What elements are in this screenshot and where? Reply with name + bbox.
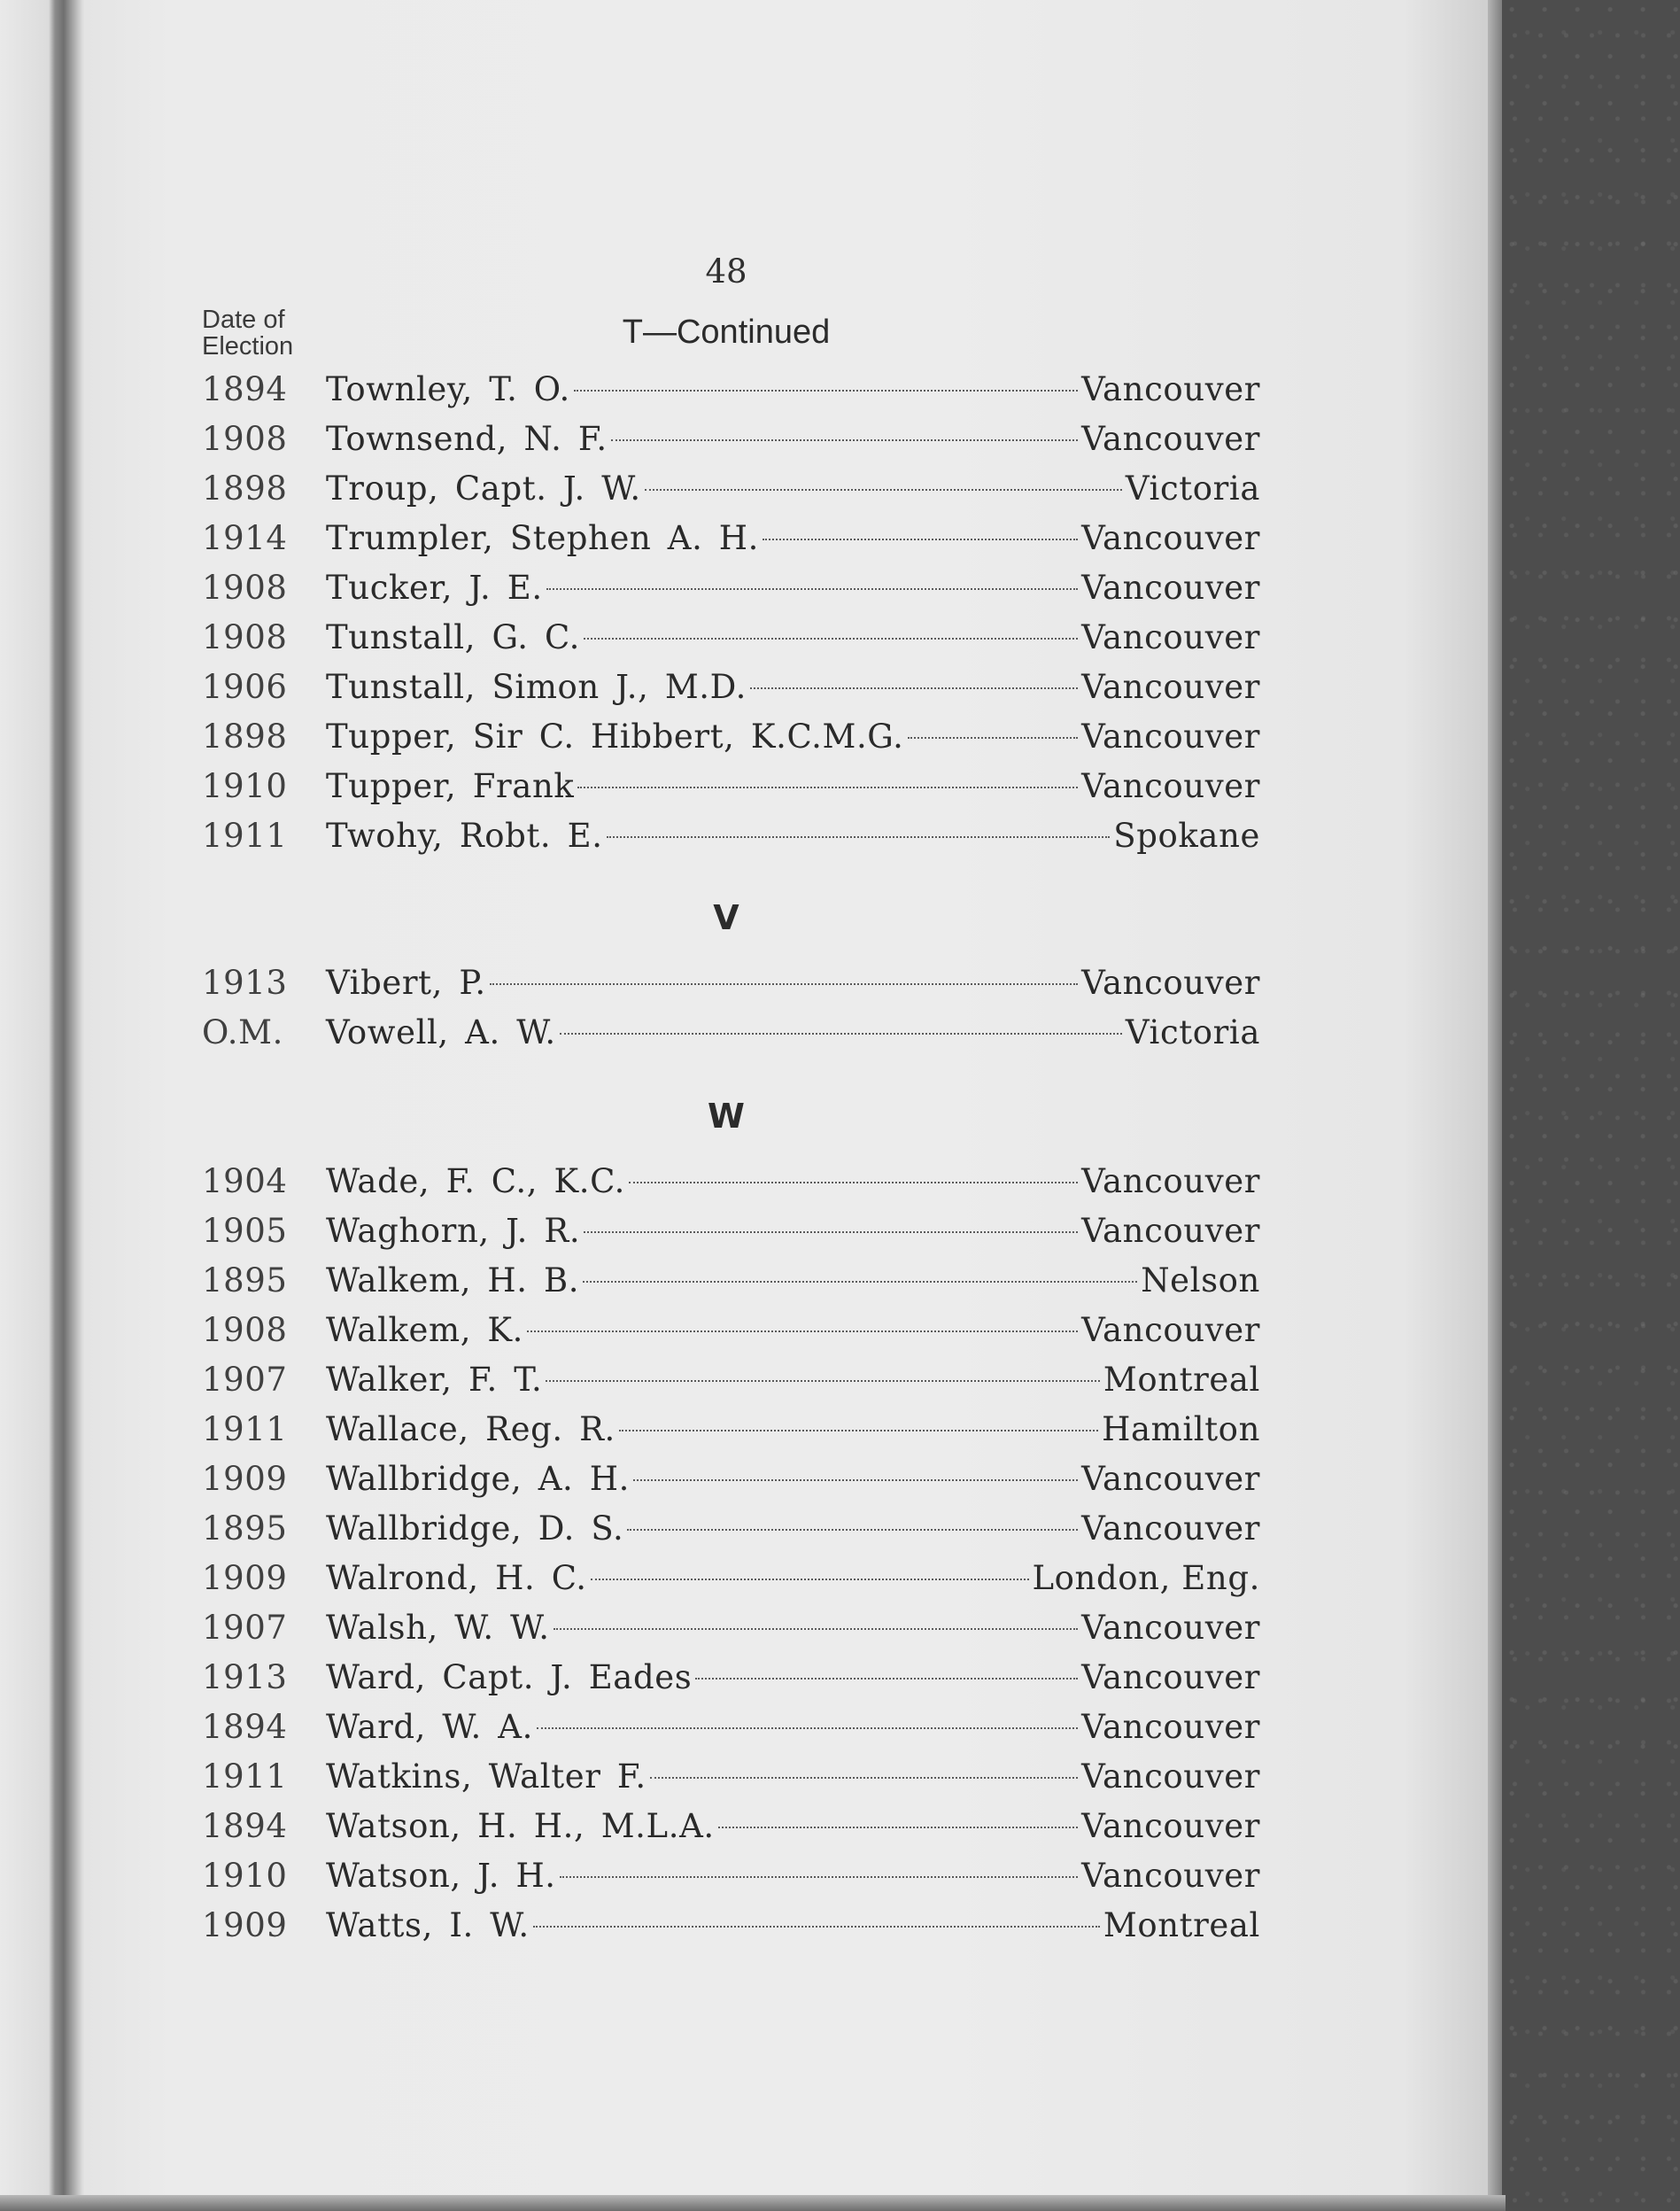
member-place: Vancouver [1081, 1857, 1260, 1895]
election-year: 1909 [202, 1460, 288, 1498]
dot-leader [645, 457, 1122, 491]
member-place: Hamilton [1102, 1410, 1260, 1448]
dot-leader [490, 951, 1078, 985]
member-place: Nelson [1141, 1261, 1260, 1299]
election-year: 1911 [202, 1410, 288, 1448]
member-name: Walkem, H. B. [326, 1261, 580, 1299]
member-name: Walsh, W. W. [326, 1609, 550, 1647]
member-name: Watson, J. H. [326, 1857, 556, 1895]
member-name: Ward, Capt. J. Eades [326, 1658, 693, 1696]
member-name: Wallbridge, D. S. [326, 1509, 624, 1548]
member-name: Townsend, N. F. [326, 420, 608, 458]
member-place: Vancouver [1081, 569, 1260, 607]
member-place: Vancouver [1081, 1609, 1260, 1647]
member-place: Victoria [1125, 469, 1260, 508]
election-year: 1910 [202, 767, 288, 805]
dot-leader [763, 507, 1078, 540]
section-heading-w: W [708, 1097, 745, 1136]
member-name: Wallace, Reg. R. [326, 1410, 615, 1448]
page-number: 48 [705, 252, 747, 291]
member-place: Vancouver [1081, 964, 1260, 1002]
page-edge [1488, 0, 1502, 2211]
member-name: Tupper, Frank [326, 767, 575, 805]
member-place: Vancouver [1081, 1212, 1260, 1250]
list-item [202, 663, 1260, 712]
member-place: Vancouver [1081, 1708, 1260, 1746]
election-year: 1894 [202, 1807, 288, 1845]
election-year: O.M. [202, 1013, 283, 1051]
member-place: Vancouver [1081, 1757, 1260, 1796]
election-year: 1911 [202, 817, 288, 855]
book-cover [1502, 0, 1680, 2211]
member-name: Watkins, Walter F. [326, 1757, 646, 1796]
dot-leader [577, 755, 1078, 788]
list-item [202, 613, 1260, 663]
dot-leader [750, 656, 1078, 689]
list-item [202, 1901, 1260, 1951]
list-item [202, 1008, 1260, 1058]
member-place: Vancouver [1081, 1162, 1260, 1200]
member-name: Vibert, P. [326, 964, 486, 1002]
election-year: 1907 [202, 1609, 288, 1647]
list-item [202, 811, 1260, 861]
election-year: 1906 [202, 668, 288, 706]
election-year: 1894 [202, 370, 288, 408]
scan-bottom-edge [0, 2195, 1506, 2211]
dot-leader [533, 1894, 1100, 1928]
member-name: Townley, T. O. [326, 370, 570, 408]
election-year: 1904 [202, 1162, 288, 1200]
member-name: Walker, F. T. [326, 1361, 543, 1399]
member-name: Walkem, K. [326, 1311, 524, 1349]
member-name: Walrond, H. C. [326, 1559, 587, 1597]
member-place: Vancouver [1081, 718, 1260, 756]
member-name: Troup, Capt. J. W. [326, 469, 641, 508]
member-name: Waghorn, J. R. [326, 1212, 581, 1250]
dot-leader [629, 1150, 1078, 1183]
section-heading-t-continued: T—Continued [622, 314, 831, 351]
section-heading-v: V [713, 898, 739, 937]
dot-leader [591, 1547, 1029, 1580]
dot-leader [584, 1199, 1078, 1233]
dot-leader [584, 606, 1078, 640]
column-heading-date-of-election [202, 306, 352, 360]
member-name: Watson, H. H., M.L.A. [326, 1807, 715, 1845]
entry-list-t [202, 365, 1260, 861]
member-place: Victoria [1125, 1013, 1260, 1051]
member-name: Ward, W. A. [326, 1708, 533, 1746]
election-year: 1907 [202, 1361, 288, 1399]
dot-leader [527, 1299, 1078, 1332]
dot-leader [537, 1695, 1078, 1729]
member-place: Montreal [1103, 1906, 1260, 1944]
election-year: 1910 [202, 1857, 288, 1895]
election-year: 1898 [202, 469, 288, 508]
dot-leader [554, 1596, 1078, 1630]
election-year: 1911 [202, 1757, 288, 1796]
dot-leader [560, 1001, 1122, 1035]
member-place: Vancouver [1081, 1509, 1260, 1548]
entry-list-w [202, 1157, 1260, 1951]
dot-leader [633, 1447, 1078, 1481]
dot-leader [607, 804, 1111, 838]
member-name: Vowell, A. W. [326, 1013, 556, 1051]
date-heading-line-2: Election [202, 332, 294, 361]
election-year: 1895 [202, 1509, 288, 1548]
election-year: 1895 [202, 1261, 288, 1299]
dot-leader [546, 556, 1078, 590]
member-place: Vancouver [1081, 618, 1260, 656]
dot-leader [611, 407, 1078, 441]
member-place: Vancouver [1081, 1658, 1260, 1696]
member-name: Tupper, Sir C. Hibbert, K.C.M.G. [326, 718, 904, 756]
member-name: Wade, F. C., K.C. [326, 1162, 626, 1200]
dot-leader [718, 1795, 1078, 1828]
binding-edge [0, 0, 84, 2211]
election-year: 1909 [202, 1559, 288, 1597]
dot-leader [583, 1249, 1137, 1283]
election-year: 1914 [202, 519, 288, 557]
election-year: 1894 [202, 1708, 288, 1746]
member-name: Wallbridge, A. H. [326, 1460, 631, 1498]
election-year: 1913 [202, 1658, 288, 1696]
member-place: Vancouver [1081, 420, 1260, 458]
dot-leader [627, 1497, 1078, 1531]
dot-leader [695, 1646, 1078, 1680]
member-place: Vancouver [1081, 1460, 1260, 1498]
member-place: Vancouver [1081, 370, 1260, 408]
member-place: Vancouver [1081, 668, 1260, 706]
member-place: Vancouver [1081, 767, 1260, 805]
entry-list-v [202, 958, 1260, 1058]
member-name: Trumpler, Stephen A. H. [326, 519, 760, 557]
member-place: Spokane [1113, 817, 1260, 855]
member-name: Tunstall, Simon J., M.D. [326, 668, 747, 706]
member-place: Vancouver [1081, 1311, 1260, 1349]
member-place: London, Eng. [1032, 1559, 1260, 1597]
election-year: 1909 [202, 1906, 288, 1944]
election-year: 1908 [202, 420, 288, 458]
dot-leader [908, 705, 1079, 739]
dot-leader [619, 1398, 1098, 1431]
election-year: 1898 [202, 718, 288, 756]
election-year: 1913 [202, 964, 288, 1002]
member-place: Montreal [1103, 1361, 1260, 1399]
election-year: 1908 [202, 1311, 288, 1349]
election-year: 1905 [202, 1212, 288, 1250]
dot-leader [560, 1844, 1078, 1878]
member-name: Watts, I. W. [326, 1906, 530, 1944]
member-place: Vancouver [1081, 1807, 1260, 1845]
list-item [202, 464, 1260, 514]
election-year: 1908 [202, 569, 288, 607]
dot-leader [650, 1745, 1078, 1779]
member-place: Vancouver [1081, 519, 1260, 557]
date-heading-line-1: Date of [202, 306, 285, 334]
dot-leader [546, 1348, 1099, 1382]
election-year: 1908 [202, 618, 288, 656]
member-name: Tunstall, G. C. [326, 618, 580, 656]
dot-leader [574, 358, 1078, 392]
member-name: Twohy, Robt. E. [326, 817, 603, 855]
member-name: Tucker, J. E. [326, 569, 543, 607]
